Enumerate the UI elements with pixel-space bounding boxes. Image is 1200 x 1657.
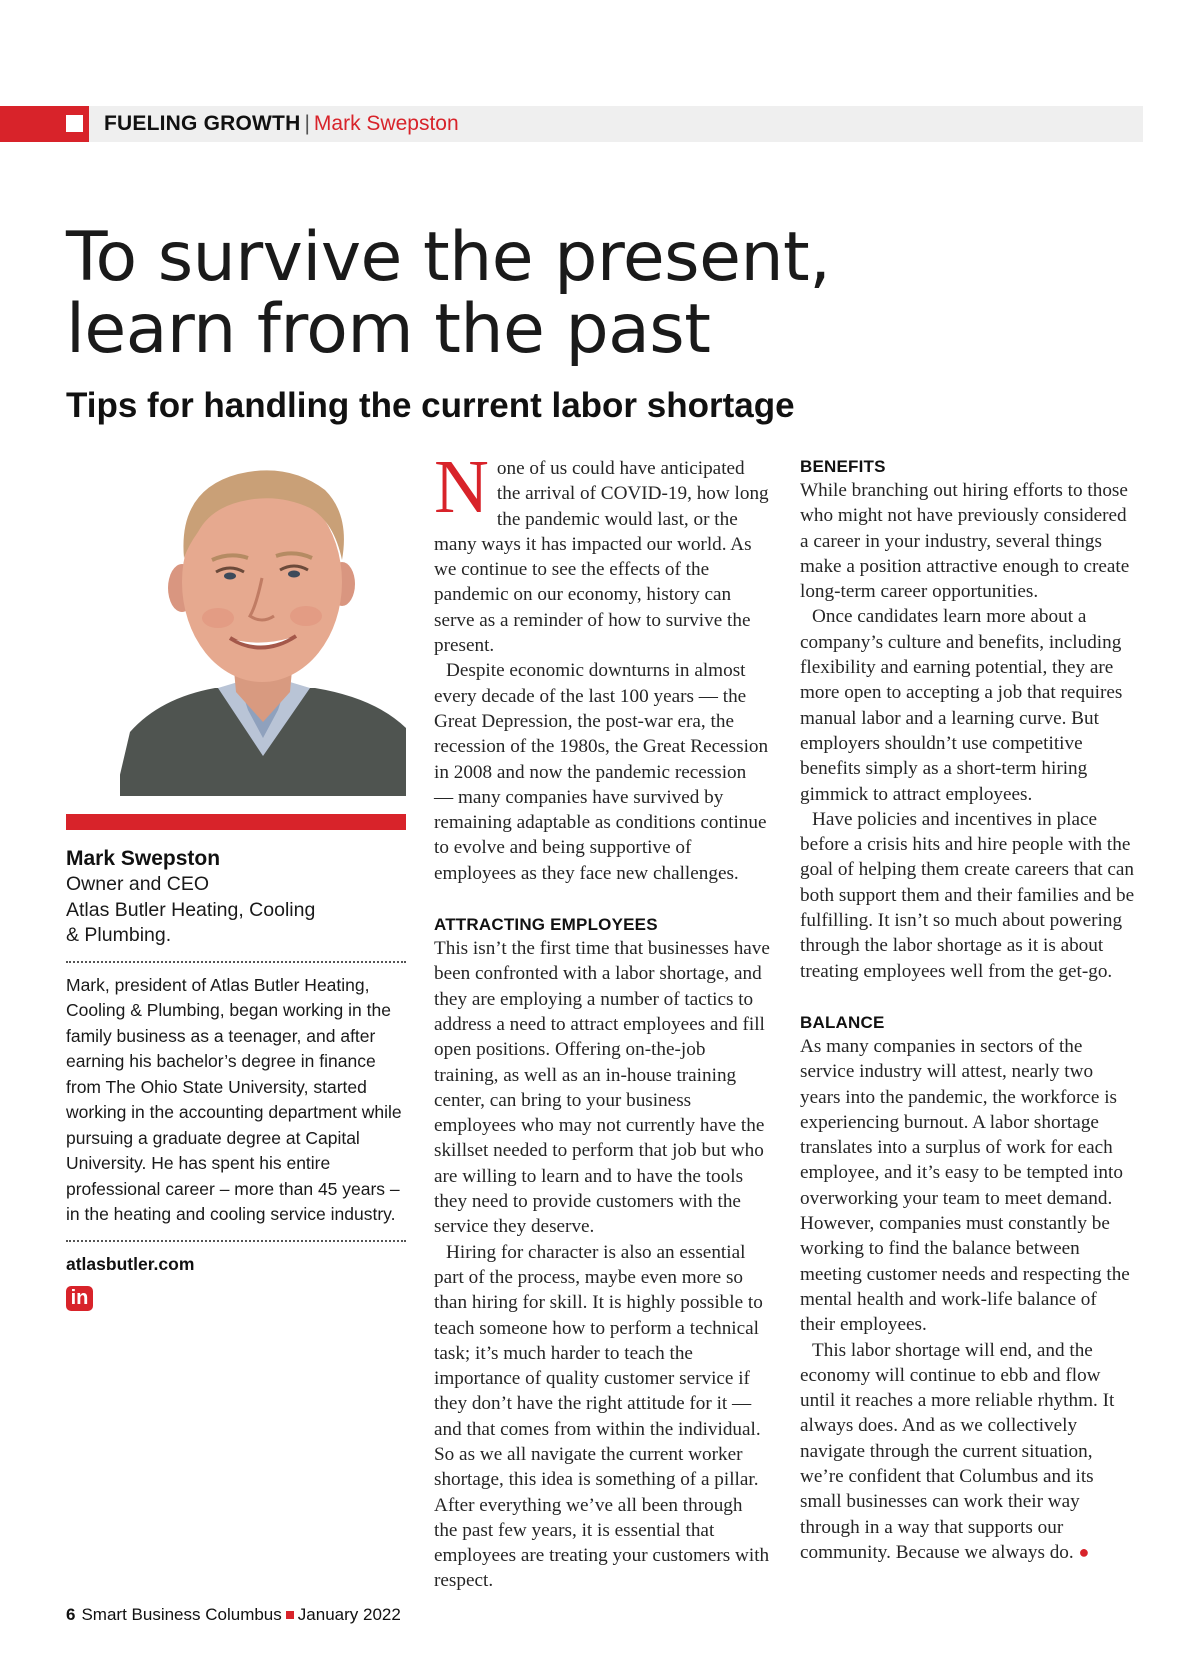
section-heading-benefits: BENEFITS: [800, 457, 886, 476]
end-mark-icon: ●: [1078, 1541, 1090, 1562]
article-intro: [434, 445, 770, 658]
title-line-2: learn from the past: [66, 290, 711, 369]
author-bio-text: Mark, president of Atlas Butler Heating, Cooling & Plumbing, began working in the family business as a teenager, and after earning his bachelor’s degree in finance from The Ohio State University, started working in the accounting department while pursuing a graduate degree at Capital University. He has spent his entire professional career – more than 45 years – in the heating and cooling service industry.: [66, 974, 402, 1224]
square-icon: [66, 115, 83, 132]
drop-cap: N: [434, 445, 489, 529]
author-name: Mark Swepston: [66, 847, 221, 870]
sidebar-accent-bar: [66, 814, 406, 830]
header-author: Mark Swepston: [313, 112, 459, 135]
intro-text: one of us could have anticipated the arrival of COVID-19, how long the pandemic would last, or the many ways it has impacted our world. As we continue to see the effects of the pandemic on our economy, history can serve as a reminder of how to survive the present.: [434, 458, 769, 657]
divider: [66, 1240, 406, 1242]
article-paragraph: This isn’t the first time that businesses have been confronted with a labor shortage, and they are employing a number of tactics to address a need to attract employees and fill open positions. Offering on-the-job training, as well as an in-house training center, can bring to your business employees who may not currently have the skillset needed to perform that job but who are willing to learn and to have the tools they need to provide customers with the service they deserve.: [434, 938, 770, 1238]
article-column-2: [800, 456, 1136, 1565]
header-separator: |: [304, 112, 310, 135]
closing-text: This labor shortage will end, and the economy will continue to ebb and flow until it reaches a more reliable rhythm. It always does. And as we collectively navigate through the current situation, we’re confident that Columbus and its small businesses can work their way through in a way that supports our community. Because we always do.: [800, 1339, 1115, 1563]
divider: [66, 961, 406, 963]
company-website-link[interactable]: atlasbutler.com: [66, 1253, 195, 1274]
subtitle: Tips for handling the current labor shortage: [66, 386, 795, 425]
linkedin-icon[interactable]: in: [66, 1286, 93, 1311]
article-paragraph: Once candidates learn more about a company’s culture and benefits, including flexibility and earning potential, they are more open to accepting a job that requires manual labor and a learning curve. But employers shouldn’t use competitive benefits simply as a short-term hiring gimmick to attract employees.: [800, 606, 1123, 805]
author-company-line-2: & Plumbing.: [66, 924, 172, 946]
author-bio-sidebar: [66, 846, 406, 1311]
section-header-text: [104, 112, 459, 136]
section-heading-attracting: ATTRACTING EMPLOYEES: [434, 915, 658, 935]
article-paragraph: As many companies in sectors of the service industry will attest, nearly two years into the pandemic, the workforce is experiencing burnout. A labor shortage translates into a surplus of work for each employee, and it’s easy to be tempted into overworking your team to meet demand. However, companies must constantly be working to find the balance between meeting customer needs and respecting the mental health and work-life balance of their employees.: [800, 1035, 1130, 1336]
author-photo: [120, 460, 406, 796]
page-title: [66, 218, 831, 369]
article-paragraph: Have policies and incentives in place before a crisis hits and hire people with the goal of helping them create careers that can both support them and their families and be fulfilling. It isn’t so much about powering through the labor shortage as it is about treating employees well from the get-go.: [800, 808, 1135, 982]
title-line-1: To survive the present,: [66, 218, 831, 297]
section-name: FUELING GROWTH: [104, 112, 301, 135]
article-column-1: [434, 445, 770, 1594]
publication-name: Smart Business Columbus: [81, 1605, 282, 1624]
header-accent-block: [0, 106, 89, 142]
square-bullet-icon: [286, 1611, 294, 1619]
author-title: Owner and CEO: [66, 873, 210, 895]
section-heading-balance: BALANCE: [800, 1012, 885, 1032]
author-company-line-1: Atlas Butler Heating, Cooling: [66, 898, 316, 921]
issue-date: January 2022: [297, 1605, 401, 1624]
article-paragraph: [800, 1338, 1136, 1566]
article-paragraph: Hiring for character is also an essential part of the process, maybe even more so than hiring for skill. It is highly possible to teach someone how to perform a technical task; it’s much harder to teach the importance of quality customer service if they don’t have the right attitude for it — and that comes from within the individual. So as we all navigate the current worker shortage, this idea is something of a pillar. After everything we’ve all been through the past few years, it is essential that employees are treating your customers with respect.: [434, 1241, 770, 1592]
article-paragraph: While branching out hiring efforts to those who might not have previously considered a career in your industry, several things make a position attractive enough to create long-term career opportunities.: [800, 480, 1130, 603]
page-number: 6: [66, 1605, 76, 1624]
page-footer: [66, 1604, 401, 1626]
section-header-band: [0, 106, 1143, 142]
article-paragraph: Despite economic downturns in almost every decade of the last 100 years — the Great Depression, the post-war era, the recession of the 1980s, the Great Recession in 2008 and now the pandemic recession — many companies have survived by remaining adaptable as conditions continue to evolve and being supportive of employees as they face new challenges.: [434, 660, 769, 884]
